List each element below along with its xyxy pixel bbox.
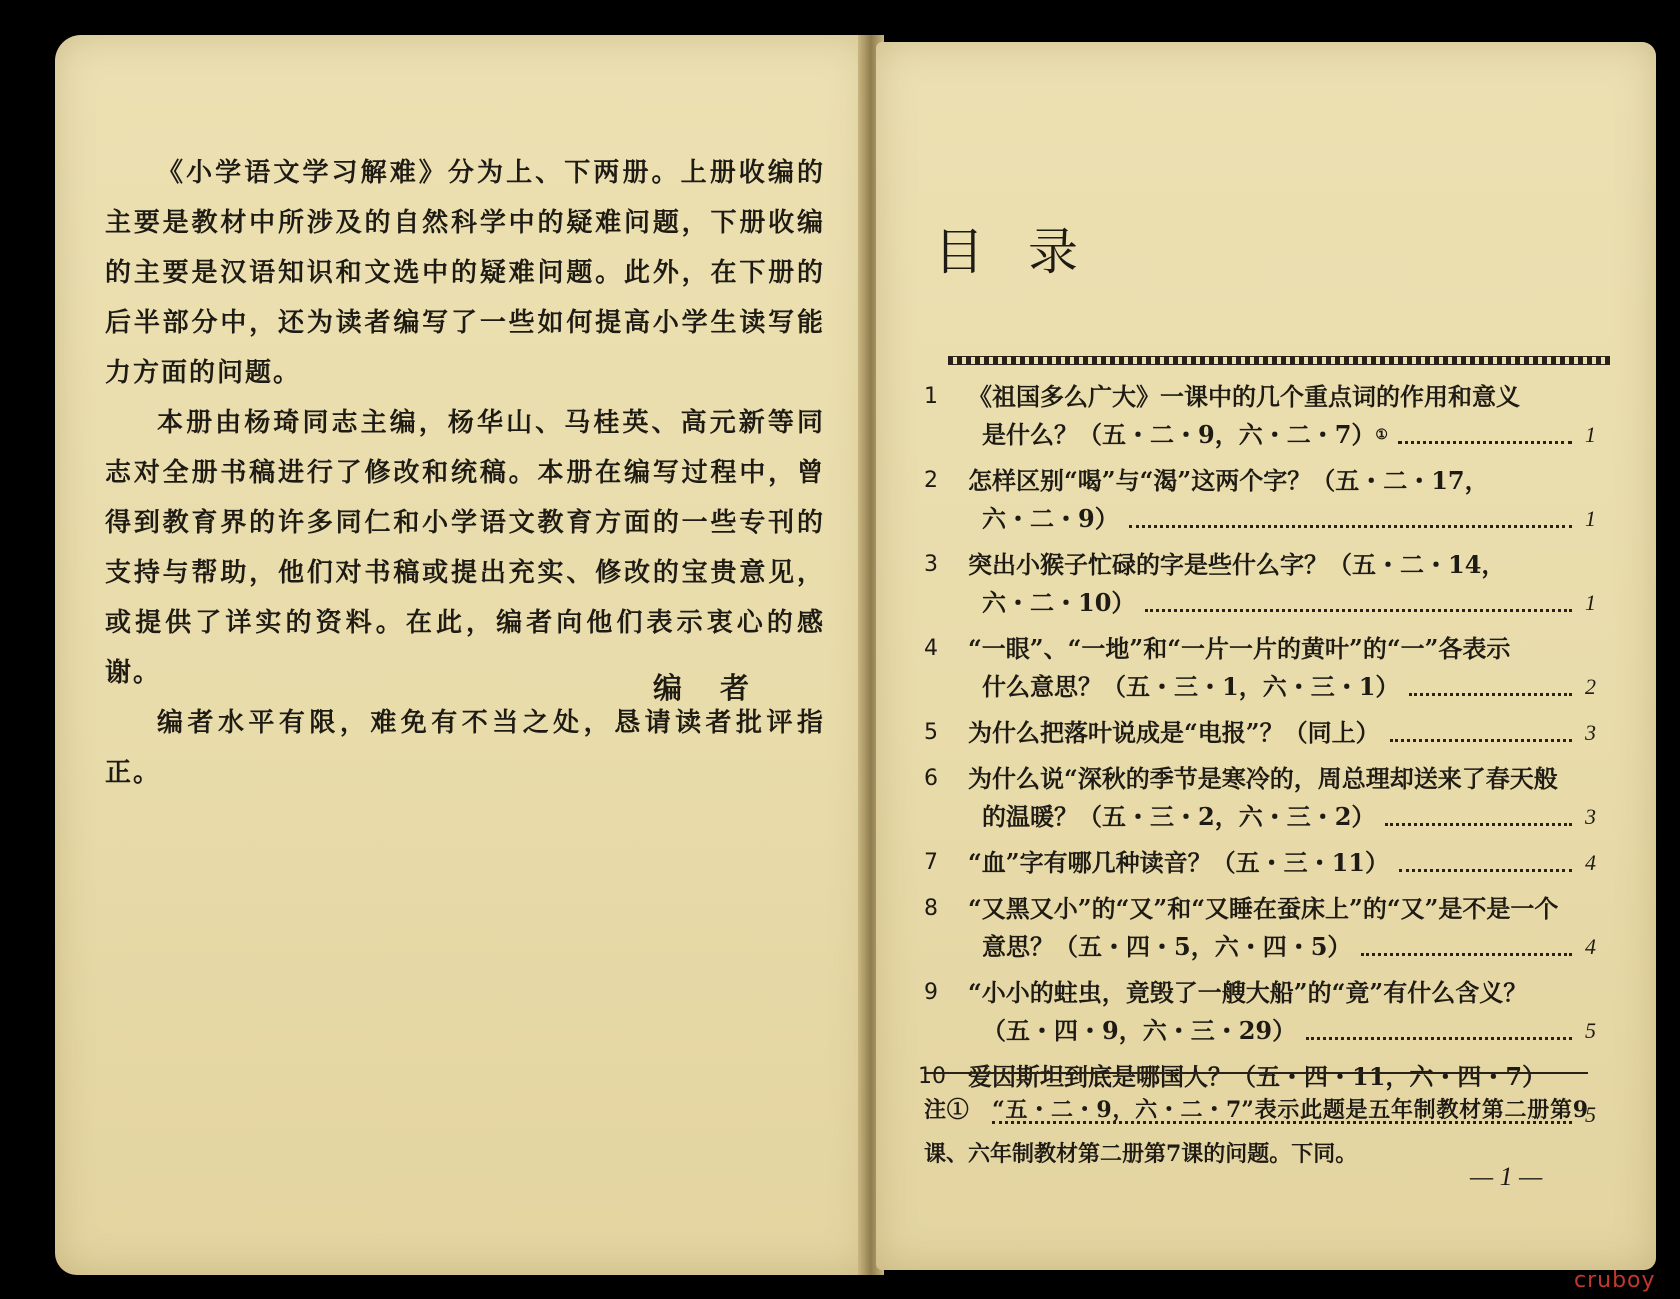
dot-leader — [1129, 511, 1572, 528]
toc-entry-line — [924, 928, 1596, 966]
page-number: — 1 — — [1470, 1162, 1543, 1191]
toc-entry-number: 4 — [924, 636, 938, 661]
toc-entry-text: 意思？（五・四・5，六・四・5） — [982, 932, 1352, 961]
toc-entry-line — [924, 844, 1596, 882]
toc-page-number: 4 — [1585, 934, 1596, 959]
toc-entry-number: 5 — [924, 720, 938, 745]
toc-entry-line — [924, 798, 1596, 836]
dot-leader — [1145, 595, 1572, 612]
toc-page-number: 4 — [1585, 850, 1596, 875]
toc-entry-line — [924, 462, 1596, 500]
preface-paragraph: 本册由杨琦同志主编，杨华山、马桂英、高元新等同志对全册书稿进行了修改和统稿。本册在编写过程中，曾得到教育界的许多同仁和小学语文教育方面的一些专刊的支持与帮助，他们对书稿或提出充实、修改的宝贵意见，或提供了详实的资料。在此，编者向他们表示衷心的感谢。 — [105, 408, 825, 688]
toc-entry — [924, 974, 1596, 1050]
toc-entry — [924, 714, 1596, 752]
toc-entry-line — [924, 760, 1596, 798]
toc-page-number: 5 — [1585, 1102, 1596, 1127]
toc-entry-text: 是什么？（五・二・9，六・二・7） — [982, 420, 1376, 449]
dot-leader — [1306, 1023, 1572, 1040]
toc-entry-text: “一眼”、“一地”和“一片一片的黄叶”的“一”各表示 — [968, 634, 1511, 663]
dot-leader — [1390, 725, 1572, 742]
toc-entry-line — [924, 890, 1596, 928]
toc-entry-line — [924, 714, 1596, 752]
toc-page-number: 1 — [1585, 590, 1596, 615]
toc-entry-text: “血”字有哪几种读音？（五・三・11） — [968, 848, 1390, 877]
toc-page-number: 1 — [1585, 422, 1596, 447]
table-of-contents — [918, 378, 1596, 1142]
dot-leader — [1409, 679, 1572, 696]
toc-entry-line — [924, 974, 1596, 1012]
toc-entry-line — [924, 668, 1596, 706]
toc-entry — [924, 630, 1596, 706]
toc-entry — [924, 378, 1596, 454]
toc-entry-number: 2 — [924, 468, 938, 493]
toc-entry-line — [924, 500, 1596, 538]
toc-entry — [924, 844, 1596, 882]
toc-entry-line — [924, 378, 1596, 416]
footnote: 注① “五・二・9，六・二・7”表示此题是五年制教材第二册第9课、六年制教材第二册第7课的问题。下同。 — [924, 1097, 1588, 1167]
dot-leader — [1361, 939, 1572, 956]
toc-page-number: 1 — [1585, 506, 1596, 531]
toc-entry-text: 为什么把落叶说成是“电报”？（同上） — [968, 718, 1380, 747]
toc-entry-text: 为什么说“深秋的季节是寒冷的，周总理却送来了春天般 — [968, 764, 1558, 793]
toc-entry-text: “小小的蛀虫，竟毁了一艘大船”的“竟”有什么含义？ — [968, 978, 1528, 1007]
toc-entry — [924, 546, 1596, 622]
toc-entry-text: 爱因斯坦到底是哪国人？（五・四・11，六・四・7） — [968, 1062, 1547, 1091]
toc-entry-text: 六・二・9） — [982, 504, 1119, 533]
toc-entry-text: 六・二・10） — [982, 588, 1136, 617]
dot-leader — [1399, 855, 1572, 872]
toc-entry-text: （五・四・9，六・三・29） — [982, 1016, 1297, 1045]
toc-entry-line — [924, 630, 1596, 668]
toc-entry-number: 10 — [918, 1064, 946, 1089]
toc-entry-line — [924, 546, 1596, 584]
toc-page-number: 3 — [1585, 720, 1596, 745]
toc-entry-text: “又黑又小”的“又”和“又睡在蚕床上”的“又”是不是一个 — [968, 894, 1559, 923]
toc-entry — [924, 890, 1596, 966]
toc-entry-text: 怎样区别“喝”与“渴”这两个字？（五・二・17， — [968, 466, 1489, 495]
toc-entry — [924, 760, 1596, 836]
contents-title: 目录 — [934, 223, 1122, 281]
toc-entry-number: 9 — [924, 980, 938, 1005]
ornamental-rule — [948, 356, 1610, 365]
toc-entry-text: 的温暖？（五・三・2，六・三・2） — [982, 802, 1376, 831]
toc-entry-text: 突出小猴子忙碌的字是些什么字？（五・二・14， — [968, 550, 1506, 579]
toc-entry-number: 8 — [924, 896, 938, 921]
toc-entry-number: 7 — [924, 850, 938, 875]
toc-entry-text: 什么意思？（五・三・1，六・三・1） — [982, 672, 1400, 701]
preface-signature: 编者 — [653, 671, 788, 705]
dot-leader — [1398, 427, 1572, 444]
footnote-marker: ① — [1375, 427, 1388, 443]
toc-page-number: 2 — [1585, 674, 1596, 699]
toc-entry-number: 6 — [924, 766, 938, 791]
toc-entry — [924, 462, 1596, 538]
dot-leader — [1385, 809, 1572, 826]
preface-paragraph: 编者水平有限，难免有不当之处，恳请读者批评指正。 — [105, 708, 825, 788]
toc-entry-text: 《祖国多么广大》一课中的几个重点词的作用和意义 — [968, 382, 1520, 411]
toc-page-number: 3 — [1585, 804, 1596, 829]
toc-entry-line — [924, 416, 1596, 454]
preface-paragraph: 《小学语文学习解难》分为上、下两册。上册收编的主要是教材中所涉及的自然科学中的疑难问题，下册收编的主要是汉语知识和文选中的疑难问题。此外，在下册的后半部分中，还为读者编写了一些如何提高小学生读写能力方面的问题。 — [105, 158, 825, 388]
toc-entry-line — [924, 584, 1596, 622]
footnote-rule — [924, 1072, 1588, 1074]
toc-entry-number: 1 — [924, 384, 938, 409]
toc-entry-line — [924, 1012, 1596, 1050]
toc-entry-number: 3 — [924, 552, 938, 577]
watermark: cruboy — [1574, 1268, 1656, 1293]
toc-page-number: 5 — [1585, 1018, 1596, 1043]
